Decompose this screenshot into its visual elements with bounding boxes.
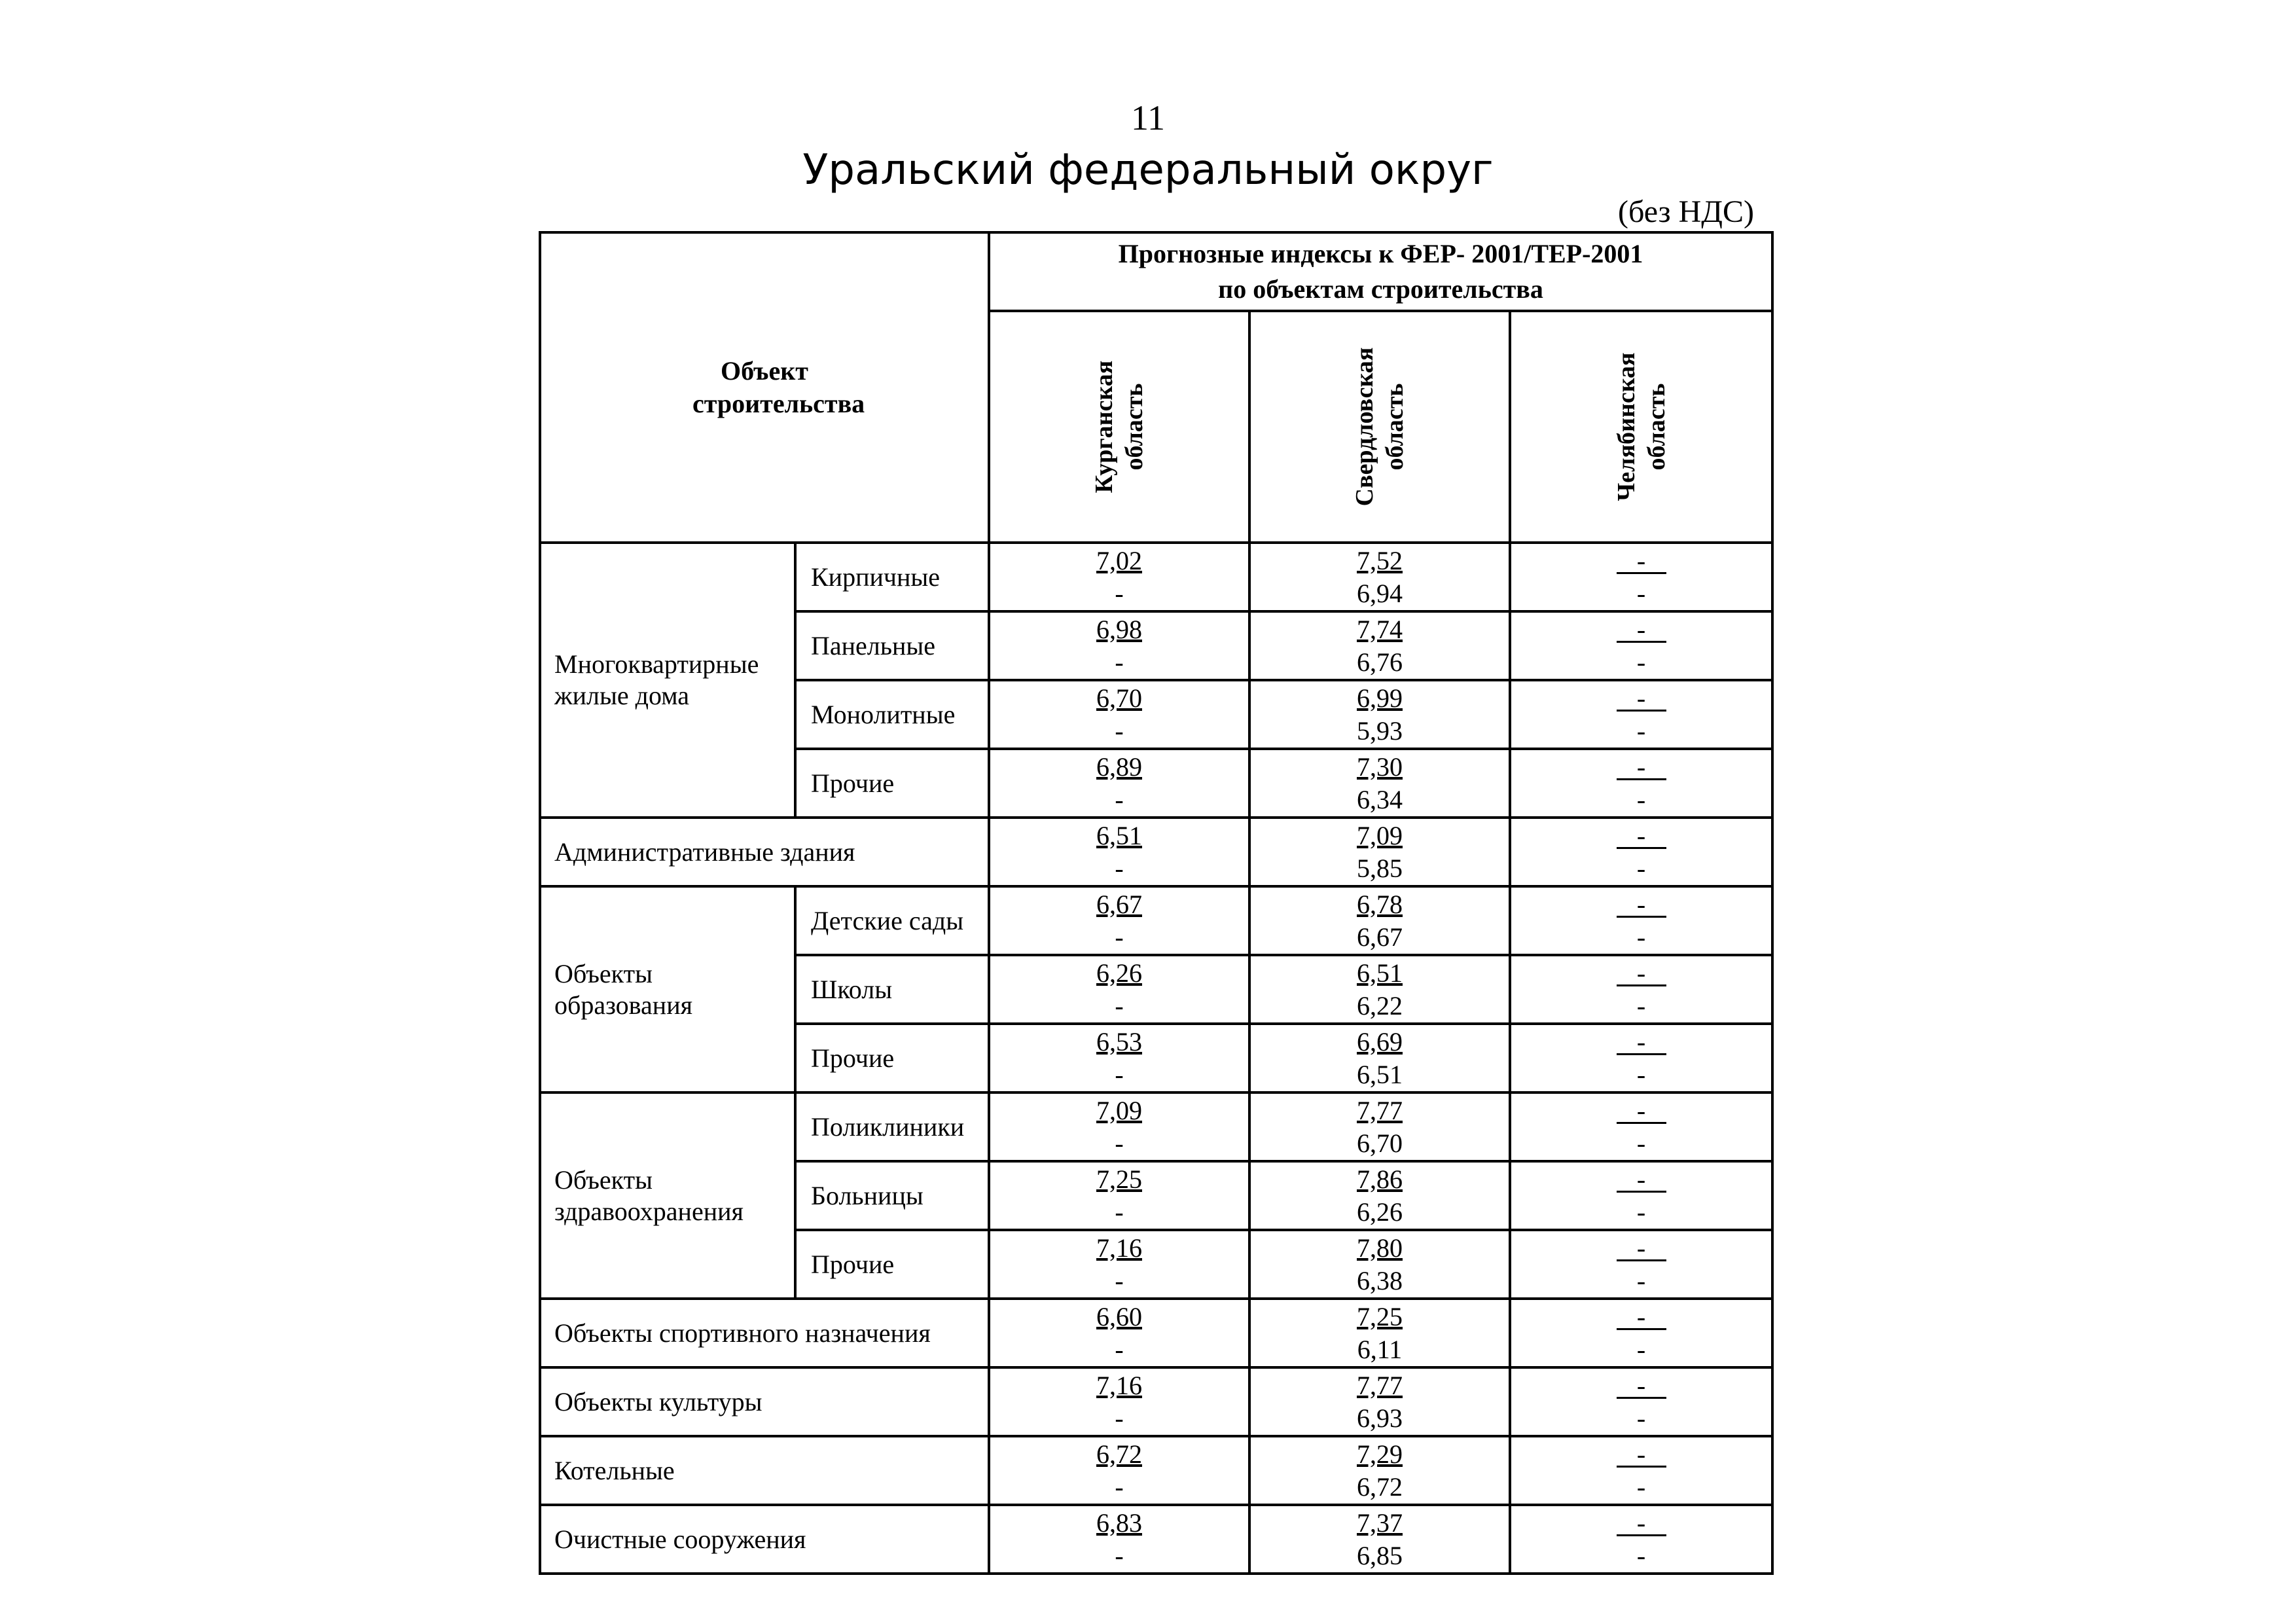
object-type-label: Монолитные xyxy=(795,680,989,749)
index-value-top: 6,51 xyxy=(1357,958,1403,988)
region-name: Свердловская xyxy=(1351,347,1378,507)
index-value-bottom: - xyxy=(1636,1540,1646,1570)
table-row xyxy=(540,1092,1772,1161)
index-cell xyxy=(1249,611,1510,680)
index-value-bottom: - xyxy=(1115,647,1124,677)
group-label: Объекты культуры xyxy=(540,1367,989,1436)
index-value-bottom: - xyxy=(1115,990,1124,1020)
index-cell xyxy=(989,1161,1249,1230)
index-value-top xyxy=(1511,1232,1771,1265)
index-value-top: 6,60 xyxy=(1096,1301,1142,1331)
region-type: область xyxy=(1642,383,1670,471)
index-value-bottom: - xyxy=(1115,1059,1124,1089)
index-value-top: 6,99 xyxy=(1357,683,1403,713)
index-value-bottom: - xyxy=(1115,1471,1124,1502)
region-header-text xyxy=(1611,352,1672,501)
index-value-bottom: - xyxy=(1115,922,1124,952)
index-value-bottom: 6,72 xyxy=(1357,1471,1403,1502)
index-cell xyxy=(989,680,1249,749)
index-cell xyxy=(989,818,1249,886)
index-value-top: 7,02 xyxy=(1096,545,1142,575)
object-type-label: Прочие xyxy=(795,1230,989,1299)
index-cell xyxy=(989,1436,1249,1505)
index-value-bottom: 6,94 xyxy=(1357,578,1403,608)
region-header xyxy=(989,311,1249,543)
table-row xyxy=(540,543,1772,611)
group-label: Очистные сооружения xyxy=(540,1505,989,1574)
index-value-bottom: 6,38 xyxy=(1357,1265,1403,1295)
index-cell xyxy=(1249,1092,1510,1161)
index-value-top: 6,26 xyxy=(1096,958,1142,988)
index-cell xyxy=(989,1367,1249,1436)
index-value-bottom: 6,76 xyxy=(1357,647,1403,677)
index-value-top: 7,16 xyxy=(1096,1233,1142,1263)
index-cell xyxy=(989,611,1249,680)
index-value-top: 7,52 xyxy=(1357,545,1403,575)
region-name: Курганская xyxy=(1090,360,1118,494)
index-value-bottom: - xyxy=(1115,1128,1124,1158)
index-value-bottom: - xyxy=(1636,922,1646,952)
index-value-top: 7,09 xyxy=(1357,820,1403,850)
index-value-top: 6,70 xyxy=(1096,683,1142,713)
index-value-bottom: - xyxy=(1115,1403,1124,1433)
index-value-bottom: - xyxy=(1115,1197,1124,1227)
object-type-label: Больницы xyxy=(795,1161,989,1230)
index-dash: - xyxy=(1617,546,1666,574)
index-cell xyxy=(1249,680,1510,749)
index-cell xyxy=(989,1024,1249,1092)
index-value-bottom: 6,26 xyxy=(1357,1197,1403,1227)
index-value-top: 7,30 xyxy=(1357,751,1403,782)
page-title: Уральский федеральный округ xyxy=(802,146,1494,194)
group-label: Объекты образования xyxy=(540,886,795,1092)
table-row xyxy=(540,1505,1772,1574)
region-type: область xyxy=(1121,383,1148,471)
index-value-top: 7,86 xyxy=(1357,1164,1403,1194)
region-header-text xyxy=(1350,348,1410,507)
table-row xyxy=(540,1367,1772,1436)
index-value-bottom: - xyxy=(1115,1540,1124,1570)
group-label: Котельные xyxy=(540,1436,989,1505)
index-cell xyxy=(989,1299,1249,1367)
index-dash: - xyxy=(1617,683,1666,712)
index-value-top: 7,16 xyxy=(1096,1370,1142,1400)
index-value-top: 7,29 xyxy=(1357,1439,1403,1469)
index-value-top: 6,67 xyxy=(1096,889,1142,919)
index-value-bottom: - xyxy=(1115,1265,1124,1295)
index-dash: - xyxy=(1617,1508,1666,1536)
unit-note: (без НДС) xyxy=(1617,194,1754,229)
index-dash: - xyxy=(1617,1439,1666,1468)
index-cell xyxy=(1510,1230,1772,1299)
region-name: Челябинская xyxy=(1612,352,1640,501)
index-value-top xyxy=(1511,1369,1771,1402)
index-value-bottom: - xyxy=(1636,990,1646,1020)
index-cell xyxy=(1249,749,1510,818)
index-value-top: 7,37 xyxy=(1357,1507,1403,1538)
index-value-top: 7,80 xyxy=(1357,1233,1403,1263)
index-value-bottom: - xyxy=(1115,784,1124,814)
index-value-top xyxy=(1511,957,1771,990)
index-cell xyxy=(1510,1436,1772,1505)
index-cell xyxy=(1249,886,1510,955)
index-value-top: 6,98 xyxy=(1096,614,1142,644)
index-value-top: 7,25 xyxy=(1357,1301,1403,1331)
index-cell xyxy=(1510,749,1772,818)
index-cell xyxy=(1510,1092,1772,1161)
index-cell xyxy=(1249,1299,1510,1367)
index-cell xyxy=(1249,1024,1510,1092)
table-row xyxy=(540,1436,1772,1505)
region-header xyxy=(1249,311,1510,543)
index-cell xyxy=(1249,818,1510,886)
index-header xyxy=(989,232,1772,311)
index-value-top: 6,69 xyxy=(1357,1026,1403,1056)
index-cell xyxy=(989,1505,1249,1574)
index-value-top xyxy=(1511,1094,1771,1127)
index-cell xyxy=(989,886,1249,955)
index-cell xyxy=(1249,1161,1510,1230)
index-value-bottom: 6,85 xyxy=(1357,1540,1403,1570)
index-value-bottom: - xyxy=(1636,1265,1646,1295)
index-cell xyxy=(989,1230,1249,1299)
index-cell xyxy=(1249,1367,1510,1436)
index-value-bottom: 6,67 xyxy=(1357,922,1403,952)
index-dash: - xyxy=(1617,1027,1666,1055)
index-dash: - xyxy=(1617,1233,1666,1261)
index-dash: - xyxy=(1617,890,1666,918)
index-value-bottom: - xyxy=(1636,853,1646,883)
index-value-bottom: - xyxy=(1636,1334,1646,1364)
index-cell xyxy=(989,955,1249,1024)
object-type-label: Детские сады xyxy=(795,886,989,955)
index-value-top: 6,89 xyxy=(1096,751,1142,782)
index-cell xyxy=(1249,1436,1510,1505)
index-value-top xyxy=(1511,545,1771,577)
index-cell xyxy=(989,543,1249,611)
group-label: Объекты здравоохранения xyxy=(540,1092,795,1299)
object-header-text: Объект строительства xyxy=(692,356,865,418)
index-value-bottom: 6,70 xyxy=(1357,1128,1403,1158)
index-dash: - xyxy=(1617,752,1666,780)
index-value-bottom: - xyxy=(1115,578,1124,608)
object-type-label: Поликлиники xyxy=(795,1092,989,1161)
index-dash: - xyxy=(1617,615,1666,643)
index-value-top: 6,83 xyxy=(1096,1507,1142,1538)
index-value-top xyxy=(1511,888,1771,921)
group-label: Административные здания xyxy=(540,818,989,886)
index-value-top: 6,78 xyxy=(1357,889,1403,919)
index-value-bottom: 6,93 xyxy=(1357,1403,1403,1433)
index-cell xyxy=(1249,1230,1510,1299)
index-value-top: 7,77 xyxy=(1357,1095,1403,1125)
index-value-bottom: - xyxy=(1636,578,1646,608)
table-row xyxy=(540,818,1772,886)
index-value-top: 7,77 xyxy=(1357,1370,1403,1400)
index-cell xyxy=(1510,1505,1772,1574)
index-header-line1: Прогнозные индексы к ФЕР- 2001/ТЕР-2001 xyxy=(1118,239,1643,268)
index-cell xyxy=(1510,611,1772,680)
index-value-bottom: 5,93 xyxy=(1357,715,1403,746)
index-value-bottom: - xyxy=(1115,1334,1124,1364)
table-row xyxy=(540,886,1772,955)
index-value-top: 7,25 xyxy=(1096,1164,1142,1194)
table-row xyxy=(540,1299,1772,1367)
index-value-top xyxy=(1511,1507,1771,1540)
index-value-top xyxy=(1511,820,1771,852)
index-cell xyxy=(1510,543,1772,611)
region-header xyxy=(1510,311,1772,543)
index-value-bottom: 5,85 xyxy=(1357,853,1403,883)
index-cell xyxy=(1510,818,1772,886)
index-dash: - xyxy=(1617,1302,1666,1330)
index-value-top xyxy=(1511,613,1771,646)
object-type-label: Прочие xyxy=(795,1024,989,1092)
index-dash: - xyxy=(1617,821,1666,849)
index-value-bottom: - xyxy=(1636,715,1646,746)
index-value-bottom: - xyxy=(1115,715,1124,746)
index-cell xyxy=(989,1092,1249,1161)
index-cell xyxy=(1249,955,1510,1024)
group-label: Многоквартирные жилые дома xyxy=(540,543,795,818)
index-value-top: 7,09 xyxy=(1096,1095,1142,1125)
index-cell xyxy=(989,749,1249,818)
object-header xyxy=(540,232,989,543)
object-type-label: Кирпичные xyxy=(795,543,989,611)
index-cell xyxy=(1510,1024,1772,1092)
index-dash: - xyxy=(1617,1164,1666,1193)
index-value-bottom: - xyxy=(1115,853,1124,883)
index-dash: - xyxy=(1617,1371,1666,1399)
index-cell xyxy=(1510,1367,1772,1436)
index-header-line2: по объектам строительства xyxy=(1218,274,1543,304)
index-value-top xyxy=(1511,1438,1771,1471)
object-type-label: Прочие xyxy=(795,749,989,818)
index-cell xyxy=(1510,680,1772,749)
index-dash: - xyxy=(1617,958,1666,986)
index-value-top xyxy=(1511,1026,1771,1058)
region-type: область xyxy=(1381,383,1408,471)
index-value-top xyxy=(1511,1163,1771,1196)
region-header-text xyxy=(1089,361,1149,494)
index-value-top xyxy=(1511,682,1771,715)
index-cell xyxy=(1249,543,1510,611)
index-value-top xyxy=(1511,1301,1771,1333)
index-value-top: 6,51 xyxy=(1096,820,1142,850)
group-label: Объекты спортивного назначения xyxy=(540,1299,989,1367)
index-cell xyxy=(1510,1299,1772,1367)
index-value-bottom: 6,34 xyxy=(1357,784,1403,814)
page-number: 11 xyxy=(1131,98,1165,137)
index-cell xyxy=(1510,886,1772,955)
index-value-bottom: 6,22 xyxy=(1357,990,1403,1020)
index-value-bottom: 6,11 xyxy=(1357,1334,1403,1364)
index-dash: - xyxy=(1617,1096,1666,1124)
index-value-top: 7,74 xyxy=(1357,614,1403,644)
index-value-bottom: - xyxy=(1636,1197,1646,1227)
index-value-top: 6,72 xyxy=(1096,1439,1142,1469)
index-value-bottom: - xyxy=(1636,1059,1646,1089)
index-cell xyxy=(1249,1505,1510,1574)
index-value-bottom: - xyxy=(1636,1128,1646,1158)
index-value-bottom: - xyxy=(1636,647,1646,677)
index-value-top: 6,53 xyxy=(1096,1026,1142,1056)
object-type-label: Панельные xyxy=(795,611,989,680)
index-value-bottom: - xyxy=(1636,1471,1646,1502)
index-value-top xyxy=(1511,751,1771,784)
index-value-bottom: - xyxy=(1636,784,1646,814)
index-table xyxy=(539,231,1774,1575)
index-cell xyxy=(1510,1161,1772,1230)
object-type-label: Школы xyxy=(795,955,989,1024)
index-value-bottom: - xyxy=(1636,1403,1646,1433)
index-cell xyxy=(1510,955,1772,1024)
index-value-bottom: 6,51 xyxy=(1357,1059,1403,1089)
